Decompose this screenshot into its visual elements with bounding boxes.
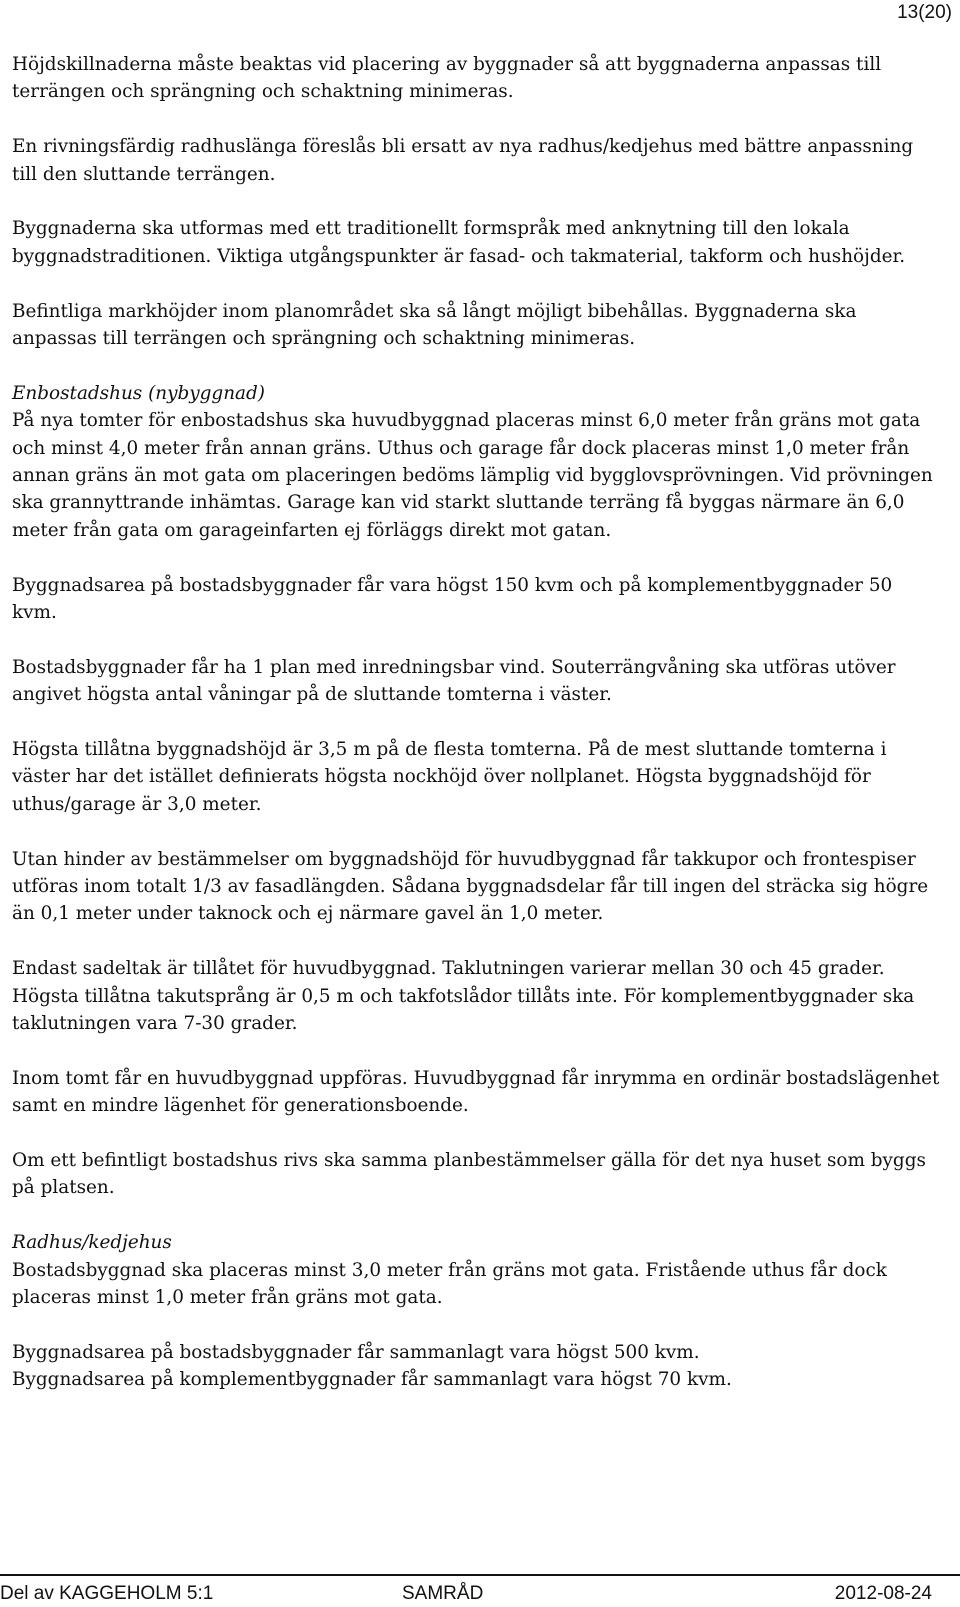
- document-body: [12, 51, 942, 1394]
- paragraph-main-building: Inom tomt får en huvudbyggnad uppföras. Huvudbyggnad får inrymma en ordinär bostadslägenhet samt en mindre lägenhet för generationsboende.: [12, 1067, 940, 1117]
- section-radhus: [12, 1229, 942, 1393]
- footer-plan-name: Del av KAGGEHOLM 5:1: [0, 1583, 214, 1604]
- paragraph-building-area: Byggnadsarea på bostadsbyggnader får vara högst 150 kvm och på komplementbyggnader 50 kvm.: [12, 574, 893, 624]
- paragraph-dormers: Utan hinder av bestämmelser om byggnadshöjd för huvudbyggnad får takkupor och frontespiser utföras inom totalt 1/3 av fasadlängden. Sådana byggnadsdelar får till ingen del sträcka sig högre än 0,1 meter under taknock och ej närmare gavel än 1,0 meter.: [12, 848, 929, 925]
- footer: [0, 1580, 960, 1607]
- paragraph-radhus-complement-area: Byggnadsarea på komplementbyggnader får sammanlagt vara högst 70 kvm.: [12, 1369, 732, 1391]
- footer-date: 2012-08-24: [834, 1583, 932, 1604]
- paragraph-traditional-design: Byggnaderna ska utformas med ett traditionellt formspråk med anknytning till den lokala byggnadstraditionen. Viktiga utgångspunkter är fasad- och takmaterial, takform och hushöjder.: [12, 218, 906, 267]
- paragraph-demolition: Om ett befintligt bostadshus rivs ska samma planbestämmelser gälla för det nya huset som byggs på platsen.: [12, 1150, 926, 1199]
- paragraph-text: På nya tomter för enbostadshus ska huvudbyggnad placeras minst 6,0 meter från gräns mot gata och minst 4,0 meter från annan gräns. Uthus och garage får dock placeras minst 1,0 meter från annan gräns än mot gata om placeringen bedöms lämplig vid bygglovsprövningen. Vid prövningen ska grannyttrande inhämtas. Garage kan vid starkt sluttande terräng få byggas närmare än 6,0 meter från gata om garageinfarten ej förläggs direkt mot gatan.: [12, 410, 933, 541]
- paragraph-radhus-building-area: Byggnadsarea på bostadsbyggnader får sammanlagt vara högst 500 kvm.: [12, 1341, 700, 1363]
- paragraph-placement: [12, 380, 942, 544]
- paragraph-ground-levels: Befintliga markhöjder inom planområdet ska så långt möjligt bibehållas. Byggnaderna ska anpassas till terrängen och sprängning och schaktning minimeras.: [12, 300, 857, 350]
- section-heading-radhus: Radhus/kedjehus: [12, 1232, 172, 1254]
- section-heading-enbostadshus: Enbostadshus (nybyggnad): [12, 382, 265, 404]
- section-enbostadshus: [12, 380, 942, 1202]
- page-number: 13(20): [897, 2, 952, 23]
- footer-stage: SAMRÅD: [402, 1583, 484, 1604]
- paragraph-row-house-replacement: En rivningsfärdig radhuslänga föreslås bli ersatt av nya radhus/kedjehus med bättre anpassning till den sluttande terrängen.: [12, 136, 914, 185]
- paragraph-building-height: Högsta tillåtna byggnadshöjd är 3,5 m på de flesta tomterna. På de mest sluttande tomterna i väster har det istället definierats högsta nockhöjd över nollplanet. Högsta byggnadshöjd för uthus/garage är 3,0 meter.: [12, 739, 887, 815]
- footer-divider: [0, 1574, 960, 1576]
- paragraph-text: Bostadsbyggnad ska placeras minst 3,0 meter från gräns mot gata. Fristående uthus får dock placeras minst 1,0 meter från gräns mot gata.: [12, 1259, 887, 1309]
- paragraph-radhus-placement: [12, 1229, 942, 1311]
- paragraph-floors: Bostadsbyggnader får ha 1 plan med inredningsbar vind. Souterrängvåning ska utföras utöver angivet högsta antal våningar på de sluttande tomterna i väster.: [12, 656, 896, 706]
- paragraph-roof: Endast sadeltak är tillåtet för huvudbyggnad. Taklutningen varierar mellan 30 och 45 grader. Högsta tillåtna takutsprång är 0,5 m och takfotslådor tillåts inte. För komplementbyggnader ska taklutningen vara 7-30 grader.: [12, 958, 915, 1035]
- paragraph-terrain-adaptation: Höjdskillnaderna måste beaktas vid placering av byggnader så att byggnaderna anpassas till terrängen och sprängning och schaktning minimeras.: [12, 54, 882, 103]
